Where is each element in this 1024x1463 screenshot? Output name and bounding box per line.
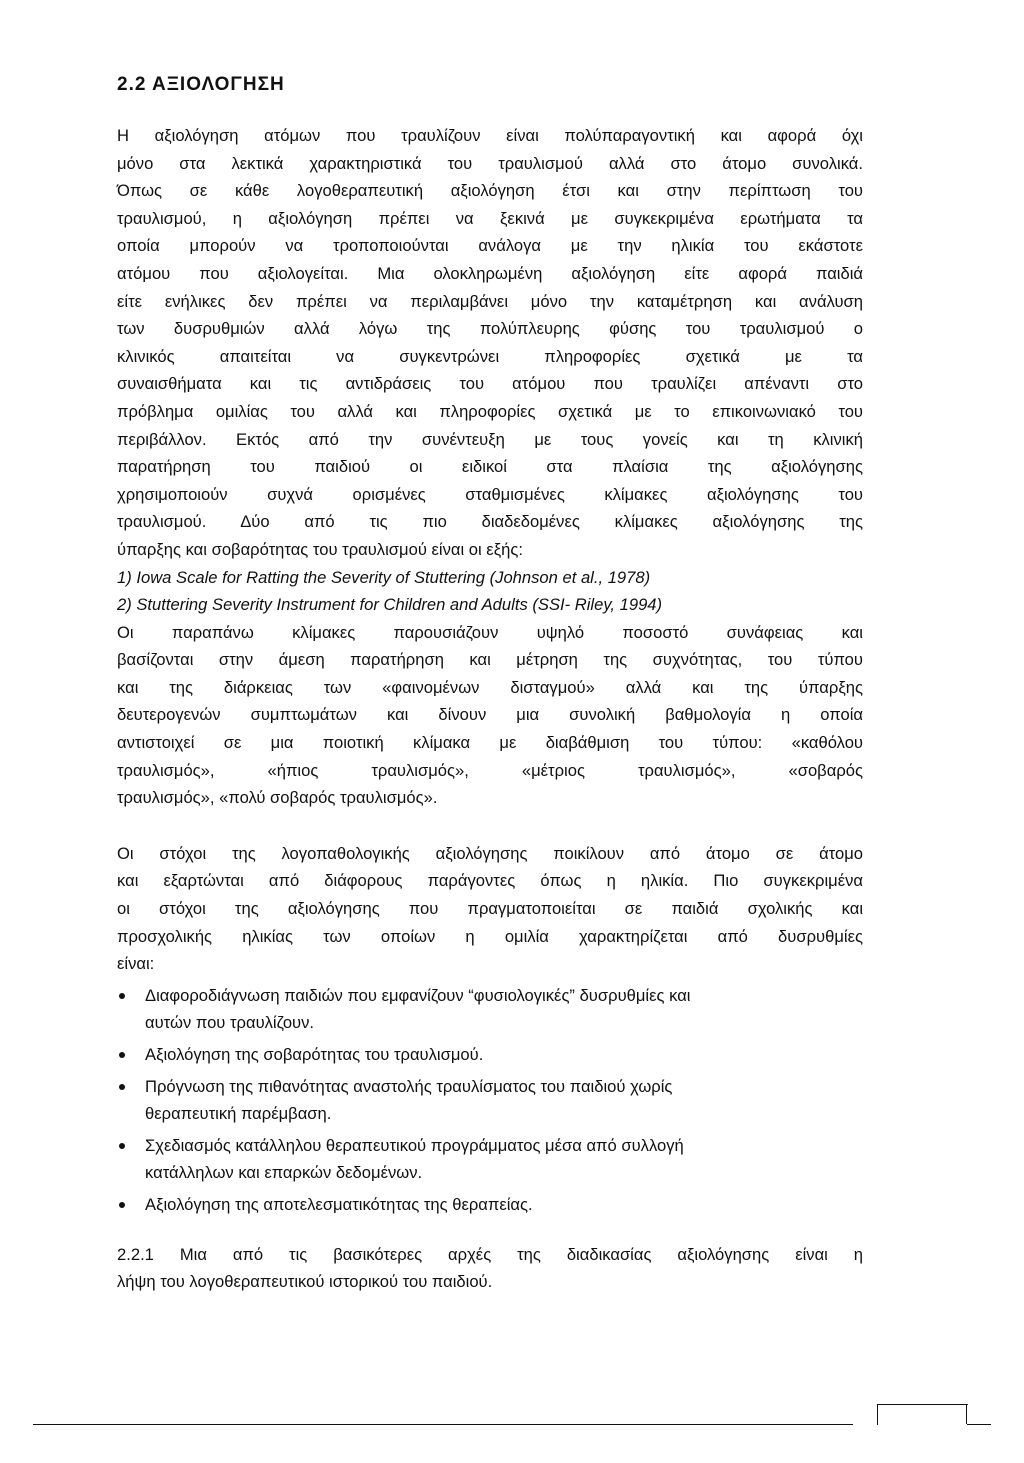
text-line: Σχεδιασμός κατάλληλου θεραπευτικού προγράμματος μέσα από συλλογή: [145, 1135, 684, 1155]
text-line: οι στόχοι της αξιολόγησης που πραγματοποιείται σε παιδιά σχολικής και: [117, 899, 863, 919]
list-item: [117, 1191, 863, 1219]
text-line: πρόβλημα ομιλίας του αλλά και πληροφορίες σχετικά με το επικοινωνιακό του: [117, 401, 863, 421]
bullet-icon: [119, 993, 125, 999]
text-line: προσχολικής ηλικίας των οποίων η ομιλία χαρακτηρίζεται από δυσρυθμίες: [117, 926, 863, 946]
text-line: περιβάλλον. Εκτός από την συνέντευξη με τους γονείς και τη κλινική: [117, 429, 863, 449]
text-line: τραυλισμός», «ήπιος τραυλισμός», «μέτριος τραυλισμός», «σοβαρός: [117, 760, 863, 780]
text-line: ατόμου που αξιολογείται. Μια ολοκληρωμένη αξιολόγηση είτε αφορά παιδιά: [117, 263, 863, 283]
bullet-icon: [119, 1143, 125, 1149]
list-item: [117, 1073, 863, 1128]
text-line: κλινικός απαιτείται να συγκεντρώνει πληροφορίες σχετικά με τα: [117, 346, 863, 366]
document-page: [117, 60, 863, 1296]
paragraph-scales-description: [117, 619, 863, 812]
text-line: αυτών που τραυλίζουν.: [145, 1013, 315, 1033]
reference-iowa-scale: 1) Iowa Scale for Ratting the Severity of Stuttering (Johnson et al., 1978): [117, 567, 651, 587]
list-item: [117, 982, 863, 1037]
bullet-icon: [119, 1084, 125, 1090]
text-line: λήψη του λογοθεραπευτικού ιστορικού του παιδιού.: [117, 1272, 493, 1292]
paragraph-spacer: [117, 812, 863, 840]
text-line: είτε ενήλικες δεν πρέπει να περιλαμβάνει μόνο την καταμέτρηση και ανάλυση: [117, 291, 863, 311]
text-line: αντιστοιχεί σε μια ποιοτική κλίμακα με διαβάθμιση του τύπου: «καθόλου: [117, 733, 863, 753]
text-line: Οι στόχοι της λογοπαθολογικής αξιολόγησης ποικίλουν από άτομο σε άτομο: [117, 843, 863, 863]
text-line: Η αξιολόγηση ατόμων που τραυλίζουν είναι πολύπαραγοντική και αφορά όχι: [117, 126, 863, 145]
text-line: 2.2.1 Μια από τις βασικότερες αρχές της διαδικασίας αξιολόγησης είναι η: [117, 1244, 863, 1264]
text-line: και της διάρκειας των «φαινομένων δισταγμού» αλλά και της ύπαρξης: [117, 677, 863, 697]
text-line: θεραπευτική παρέμβαση.: [145, 1104, 332, 1124]
text-line: τραυλισμός», «πολύ σοβαρός τραυλισμός».: [117, 788, 438, 808]
text-line: Πρόγνωση της πιθανότητας αναστολής τραυλίσματος του παιδιού χωρίς: [145, 1076, 673, 1096]
bullet-icon: [119, 1052, 125, 1058]
text-line: τραυλισμού, η αξιολόγηση πρέπει να ξεκινά με συγκεκριμένα ερωτήματα τα: [117, 208, 863, 228]
reference-ssi-scale: 2) Stuttering Severity Instrument for Children and Adults (SSI- Riley, 1994): [117, 595, 663, 615]
text-line: είναι:: [117, 954, 155, 974]
text-line: Όπως σε κάθε λογοθεραπευτική αξιολόγηση έτσι και στην περίπτωση του: [117, 181, 863, 201]
paragraph-assessment-intro: [117, 122, 863, 564]
text-line: κατάλληλων και επαρκών δεδομένων.: [145, 1163, 423, 1183]
section-heading: 2.2 ΑΞΙΟΛΟΓΗΣΗ: [117, 74, 285, 95]
subsection-2-2-1: [117, 1241, 863, 1296]
footer-bracket-right: [966, 1404, 967, 1424]
paragraph-assessment-goals: [117, 840, 863, 978]
text-line: Οι παραπάνω κλίμακες παρουσιάζουν υψηλό ποσοστό συνάφειας και: [117, 622, 863, 642]
text-line: οποία μπορούν να τροποποιούνται ανάλογα με την ηλικία του εκάστοτε: [117, 236, 863, 256]
text-line: των δυσρυθμιών αλλά λόγω της πολύπλευρης φύσης του τραυλισμού ο: [117, 319, 863, 339]
text-line: μόνο στα λεκτικά χαρακτηριστικά του τραυλισμού αλλά στο άτομο συνολικά.: [117, 153, 863, 173]
goals-bullet-list: [117, 982, 863, 1219]
list-item: [117, 1132, 863, 1187]
text-line: βασίζονται στην άμεση παρατήρηση και μέτρηση της συχνότητας, του τύπου: [117, 650, 863, 670]
bullet-icon: [119, 1202, 125, 1208]
scale-references: [117, 564, 863, 619]
text-line: ύπαρξης και σοβαρότητας του τραυλισμού είναι οι εξής:: [117, 539, 523, 559]
text-line: τραυλισμού. Δύο από τις πιο διαδεδομένες κλίμακες αξιολόγησης της: [117, 512, 863, 532]
footer-rule-right: [967, 1424, 991, 1425]
text-line: Διαφοροδιάγνωση παιδιών που εμφανίζουν “φυσιολογικές” δυσρυθμίες και: [145, 985, 691, 1005]
footer-bracket-stem: [877, 1404, 878, 1424]
text-line: Αξιολόγηση της σοβαρότητας του τραυλισμού.: [145, 1045, 484, 1064]
list-item: [117, 1041, 863, 1069]
text-line: συναισθήματα και τις αντιδράσεις του ατόμου που τραυλίζει απέναντι στο: [117, 374, 863, 394]
footer-rule: [33, 1424, 853, 1425]
text-line: παρατήρηση του παιδιού οι ειδικοί στα πλαίσια της αξιολόγησης: [117, 457, 863, 477]
text-line: και εξαρτώνται από διάφορους παράγοντες όπως η ηλικία. Πιο συγκεκριμένα: [117, 871, 863, 891]
footer-bracket-left: [877, 1404, 968, 1425]
text-line: δευτερογενών συμπτωμάτων και δίνουν μια συνολική βαθμολογία η οποία: [117, 705, 863, 725]
text-line: Αξιολόγηση της αποτελεσματικότητας της θεραπείας.: [145, 1194, 533, 1214]
text-line: χρησιμοποιούν συχνά ορισμένες σταθμισμένες κλίμακες αξιολόγησης του: [117, 484, 863, 504]
